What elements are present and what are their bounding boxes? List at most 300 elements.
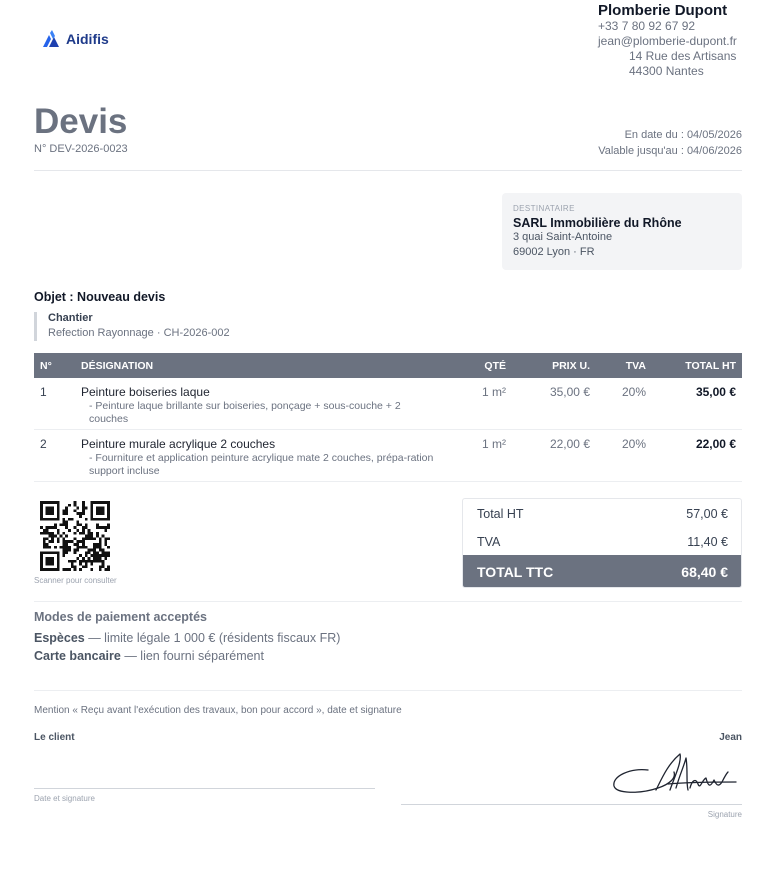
qr-module [65, 521, 68, 524]
payment-divider [34, 690, 742, 691]
qr-module [74, 504, 77, 507]
qr-module [54, 518, 57, 521]
qr-module [88, 557, 91, 560]
qr-module [48, 551, 51, 554]
qr-module [79, 532, 82, 535]
qr-module [54, 501, 57, 504]
qr-module [43, 501, 46, 504]
qr-module [48, 509, 51, 512]
issuer-label: Jean [719, 732, 742, 743]
qr-module [79, 523, 82, 526]
issuer-signature-line [401, 804, 742, 805]
qr-module [93, 546, 96, 549]
tva-value: 11,40 € [687, 535, 728, 549]
company-block [598, 2, 737, 79]
qr-module [99, 540, 102, 543]
qr-module [74, 532, 77, 535]
qr-module [65, 526, 68, 529]
qr-module [79, 554, 82, 557]
qr-module [102, 512, 105, 515]
qr-module [88, 532, 91, 535]
qr-module [68, 529, 71, 532]
qr-module [104, 537, 107, 540]
qr-module [107, 512, 110, 515]
qr-module [79, 568, 82, 571]
qr-module [82, 537, 85, 540]
qr-module [88, 551, 91, 554]
qr-module [90, 509, 93, 512]
qr-module [99, 565, 102, 568]
qr-module [74, 565, 77, 568]
qr-module [46, 526, 49, 529]
qr-module [96, 509, 99, 512]
qr-module [102, 554, 105, 557]
qr-module [65, 509, 68, 512]
qr-module [90, 512, 93, 515]
qr-module [43, 537, 46, 540]
qr-module [48, 568, 51, 571]
qr-module [40, 509, 43, 512]
qr-module [68, 560, 71, 563]
qr-module [62, 521, 65, 524]
qr-module [96, 523, 99, 526]
qr-module [93, 554, 96, 557]
qr-module [65, 535, 68, 538]
qr-module [99, 518, 102, 521]
qr-module [99, 546, 102, 549]
qr-module [85, 518, 88, 521]
qr-module [74, 568, 77, 571]
qr-module [57, 557, 60, 560]
qr-module [102, 507, 105, 510]
row-unit-price: 22,00 € [549, 437, 590, 451]
qr-module [62, 543, 65, 546]
client-signature-line[interactable] [34, 788, 375, 789]
qr-module [51, 568, 54, 571]
qr-module [88, 537, 91, 540]
row-designation: Peinture murale acrylique 2 couches [81, 437, 276, 451]
issue-date: En date du : 04/05/2026 [624, 129, 742, 141]
recipient-name: SARL Immobilière du Rhône [513, 216, 682, 230]
qr-module [76, 546, 79, 549]
qr-module [102, 535, 105, 538]
qr-module [82, 509, 85, 512]
qr-module [102, 565, 105, 568]
header-vat: TVA [625, 360, 646, 372]
company-logo [42, 30, 109, 48]
qr-module [43, 529, 46, 532]
handwritten-signature [610, 748, 740, 800]
qr-module [46, 543, 49, 546]
qr-module [90, 563, 93, 566]
qr-module [76, 557, 79, 560]
chantier-title: Chantier [48, 312, 93, 324]
qr-module [107, 509, 110, 512]
qr-module [90, 537, 93, 540]
qr-module [71, 540, 74, 543]
qr-module [40, 515, 43, 518]
company-name: Plomberie Dupont [598, 2, 728, 19]
company-phone: +33 7 80 92 67 92 [598, 19, 696, 33]
qr-module [107, 523, 110, 526]
qr-module [99, 549, 102, 552]
issuer-signature-caption: Signature [707, 810, 742, 819]
qr-module [99, 526, 102, 529]
qr-module [74, 526, 77, 529]
qr-module [57, 568, 60, 571]
qr-module [79, 563, 82, 566]
qr-module [93, 551, 96, 554]
qr-module [62, 551, 65, 554]
qr-module [68, 540, 71, 543]
qr-module [60, 523, 63, 526]
header-qty: QTÉ [484, 360, 506, 372]
qr-module [88, 529, 91, 532]
qr-module [104, 543, 107, 546]
qr-module [96, 551, 99, 554]
qr-module [88, 560, 91, 563]
qr-module [43, 532, 46, 535]
qr-module [54, 568, 57, 571]
qr-module [43, 568, 46, 571]
qr-module [82, 543, 85, 546]
qr-module [74, 537, 77, 540]
qr-module [48, 501, 51, 504]
qr-module [48, 532, 51, 535]
qr-module [40, 507, 43, 510]
qr-module [99, 557, 102, 560]
row-unit-price: 35,00 € [549, 385, 590, 399]
quote-subject: Objet : Nouveau devis [34, 290, 166, 304]
qr-module [85, 507, 88, 510]
qr-module [46, 557, 49, 560]
qr-module [82, 532, 85, 535]
items-table [34, 353, 742, 482]
qr-module [57, 540, 60, 543]
qr-module [62, 532, 65, 535]
qr-module [62, 518, 65, 521]
table-header [34, 353, 742, 378]
qr-module [99, 501, 102, 504]
qr-module [65, 549, 68, 552]
qr-module [90, 515, 93, 518]
qr-module [107, 551, 110, 554]
aidifis-logo-icon [42, 30, 62, 48]
qr-module [65, 546, 68, 549]
total-ttc-value: 68,40 € [681, 564, 728, 580]
recipient-label: DESTINATAIRE [513, 204, 575, 213]
qr-module [46, 518, 49, 521]
tva-row [463, 527, 741, 555]
qr-module [96, 546, 99, 549]
total-ht-value: 57,00 € [686, 507, 728, 521]
table-row [34, 378, 742, 430]
qr-module [85, 546, 88, 549]
row-vat: 20% [621, 385, 646, 399]
qr-module [40, 504, 43, 507]
qr-module [102, 560, 105, 563]
qr-module [96, 560, 99, 563]
qr-module [107, 526, 110, 529]
total-ttc-row [463, 555, 741, 587]
recipient-street: 3 quai Saint-Antoine [513, 231, 613, 243]
qr-module [57, 560, 60, 563]
qr-module [85, 554, 88, 557]
qr-module [82, 526, 85, 529]
qr-module [76, 529, 79, 532]
qr-module [68, 504, 71, 507]
qr-module [102, 526, 105, 529]
qr-module [40, 501, 43, 504]
table-row [34, 430, 742, 482]
qr-module [46, 551, 49, 554]
qr-module [74, 549, 77, 552]
document-title: Devis [34, 102, 128, 141]
qr-module [93, 537, 96, 540]
qr-module [46, 509, 49, 512]
qr-module [60, 546, 63, 549]
qr-module [79, 512, 82, 515]
qr-module [76, 507, 79, 510]
qr-module [57, 532, 60, 535]
qr-module [48, 557, 51, 560]
qr-module [46, 512, 49, 515]
chantier-block [34, 312, 230, 341]
qr-module [85, 523, 88, 526]
qr-module [60, 535, 63, 538]
qr-module [46, 507, 49, 510]
qr-module [62, 523, 65, 526]
qr-module [74, 501, 77, 504]
qr-module [74, 560, 77, 563]
qr-module [43, 540, 46, 543]
qr-module [51, 535, 54, 538]
qr-module [62, 540, 65, 543]
qr-module [54, 526, 57, 529]
qr-module [46, 501, 49, 504]
qr-module [90, 501, 93, 504]
qr-module [79, 560, 82, 563]
qr-module [76, 540, 79, 543]
qr-module [43, 546, 46, 549]
qr-module [96, 518, 99, 521]
qr-module [57, 565, 60, 568]
header-num: N° [40, 360, 52, 372]
qr-module [62, 509, 65, 512]
qr-module [65, 523, 68, 526]
qr-module [107, 501, 110, 504]
qr-module [62, 554, 65, 557]
qr-module [99, 509, 102, 512]
qr-module [62, 537, 65, 540]
qr-module [90, 560, 93, 563]
qr-module [104, 551, 107, 554]
chantier-reference: Refection Rayonnage · CH-2026-002 [48, 327, 230, 339]
qr-module [76, 543, 79, 546]
qr-module [68, 518, 71, 521]
qr-module [54, 523, 57, 526]
qr-module [96, 532, 99, 535]
qr-module [99, 554, 102, 557]
qr-module [65, 551, 68, 554]
header-unit-price: PRIX U. [552, 360, 590, 372]
payment-method-name: Carte bancaire [34, 649, 121, 663]
qr-module [82, 501, 85, 504]
qr-module [102, 501, 105, 504]
qr-module [90, 518, 93, 521]
qr-module [62, 568, 65, 571]
qr-module [82, 540, 85, 543]
qr-module [96, 507, 99, 510]
qr-module [40, 551, 43, 554]
qr-module [62, 546, 65, 549]
qr-module [79, 540, 82, 543]
qr-module [102, 509, 105, 512]
qr-module [68, 549, 71, 552]
qr-module [65, 512, 68, 515]
qr-module [107, 504, 110, 507]
qr-module [76, 549, 79, 552]
qr-module [57, 501, 60, 504]
qr-module [90, 504, 93, 507]
qr-module [48, 526, 51, 529]
qr-module [40, 532, 43, 535]
qr-module [96, 535, 99, 538]
qr-module [102, 549, 105, 552]
qr-module [54, 546, 57, 549]
payment-title: Modes de paiement acceptés [34, 610, 207, 624]
qr-module [40, 554, 43, 557]
qr-module [48, 507, 51, 510]
header-divider [34, 170, 742, 171]
qr-module [74, 509, 77, 512]
qr-module [96, 526, 99, 529]
qr-module [107, 507, 110, 510]
client-label: Le client [34, 732, 75, 743]
qr-module [51, 557, 54, 560]
qr-module [79, 515, 82, 518]
qr-module [68, 568, 71, 571]
qr-module [93, 549, 96, 552]
qr-module [96, 554, 99, 557]
qr-code[interactable] [40, 501, 110, 571]
row-detail: - Fourniture et application peinture acrylique mate 2 couches, prépa-ration support incluse [89, 452, 434, 477]
row-qty: 1 m² [482, 437, 506, 451]
qr-module [82, 504, 85, 507]
qr-module [85, 551, 88, 554]
qr-module [48, 546, 51, 549]
qr-module [40, 518, 43, 521]
qr-module [107, 568, 110, 571]
qr-module [99, 537, 102, 540]
qr-module [93, 501, 96, 504]
qr-module [107, 554, 110, 557]
qr-module [51, 563, 54, 566]
qr-module [46, 560, 49, 563]
qr-module [40, 568, 43, 571]
qr-module [51, 526, 54, 529]
qr-module [57, 537, 60, 540]
qr-module [48, 560, 51, 563]
qr-module [102, 518, 105, 521]
qr-module [43, 551, 46, 554]
qr-module [51, 551, 54, 554]
qr-module [99, 512, 102, 515]
qr-module [104, 568, 107, 571]
qr-module [51, 509, 54, 512]
qr-module [93, 543, 96, 546]
header-designation: DÉSIGNATION [81, 360, 154, 372]
recipient-card [502, 193, 742, 270]
qr-module [82, 507, 85, 510]
qr-module [99, 568, 102, 571]
row-total: 22,00 € [695, 437, 736, 451]
qr-module [85, 535, 88, 538]
qr-module [104, 529, 107, 532]
qr-module [90, 507, 93, 510]
qr-module [46, 563, 49, 566]
qr-module [57, 512, 60, 515]
qr-module [62, 512, 65, 515]
qr-module [85, 560, 88, 563]
qr-module [82, 546, 85, 549]
qr-module [46, 529, 49, 532]
qr-module [46, 546, 49, 549]
total-ttc-label: TOTAL TTC [477, 564, 554, 580]
qr-module [79, 546, 82, 549]
company-street: 14 Rue des Artisans [629, 49, 737, 63]
qr-module [65, 540, 68, 543]
qr-module [107, 565, 110, 568]
qr-module [51, 518, 54, 521]
qr-module [90, 568, 93, 571]
qr-module [48, 518, 51, 521]
qr-module [54, 551, 57, 554]
qr-module [104, 557, 107, 560]
qr-module [104, 554, 107, 557]
recipient-city: 69002 Lyon · FR [513, 246, 595, 258]
qr-module [65, 568, 68, 571]
qr-module [51, 537, 54, 540]
qr-module [96, 543, 99, 546]
qr-module [82, 557, 85, 560]
qr-module [85, 565, 88, 568]
qr-module [90, 549, 93, 552]
qr-module [48, 535, 51, 538]
qr-module [96, 512, 99, 515]
qr-module [107, 537, 110, 540]
totals-divider [34, 601, 742, 602]
qr-module [76, 512, 79, 515]
qr-module [71, 518, 74, 521]
qr-module [57, 504, 60, 507]
qr-module [57, 563, 60, 566]
row-detail: - Peinture laque brillante sur boiseries, ponçage + sous-couche + 2 couches [89, 400, 401, 425]
qr-module [62, 549, 65, 552]
qr-module [57, 529, 60, 532]
payment-method-note: — lien fourni séparément [120, 649, 264, 663]
qr-module [82, 565, 85, 568]
qr-module [85, 537, 88, 540]
qr-module [51, 540, 54, 543]
qr-module [54, 535, 57, 538]
qr-module [57, 509, 60, 512]
qr-module [57, 551, 60, 554]
qr-module [48, 540, 51, 543]
qr-module [93, 557, 96, 560]
qr-module [104, 540, 107, 543]
qr-module [88, 535, 91, 538]
